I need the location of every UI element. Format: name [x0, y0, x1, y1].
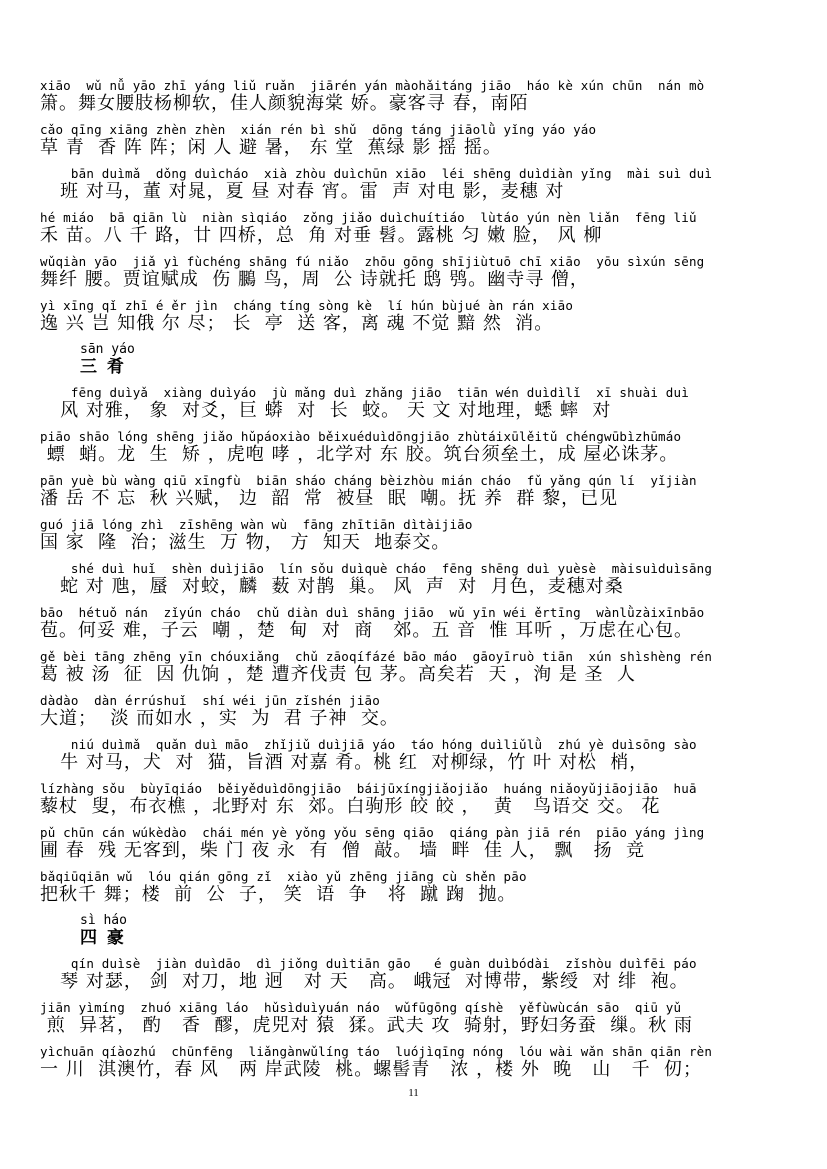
pinyin-line: guó jiā lóng zhì zīshēng wàn wù fāng zhītiān dìtàijiāo — [40, 517, 473, 532]
document-body — [40, 78, 788, 1088]
hanzi-line: 琴 对瑟， 剑 对刀，地 迥 对 天 高。 峨冠 对博带，紫绶 对 绯 袍。 — [40, 971, 689, 992]
section-pinyin: sān yáo — [80, 342, 135, 357]
pinyin-line: pǔ chūn cán wúkèdào chái mén yè yǒng yǒu sēng qiāo qiáng pàn jiā rén piāo yáng jìng — [40, 825, 705, 840]
hanzi-line: 国 家 隆 治；滋生 万 物， 方 知天 地泰交。 — [40, 532, 451, 553]
text-line-pair — [40, 1044, 788, 1082]
pinyin-line: cǎo qīng xiāng zhèn zhèn xián rén bì shǔ dōng táng jiāolǜ yǐng yáo yáo — [40, 122, 597, 137]
pinyin-line: yìchuān qíàozhú chūnfēng liǎngànwǔlíng táo luójìqīng nóng lóu wài wǎn shān qiān rèn — [40, 1044, 713, 1059]
text-line-pair — [40, 605, 788, 643]
text-line-pair — [40, 473, 788, 511]
hanzi-line: 箫。舞女腰肢杨柳软，佳人颜貌海棠 娇。豪客寻 春，南陌 — [40, 93, 529, 114]
hanzi-line: 草 青 香 阵 阵；闲 人 避 暑， 东 堂 蕉绿 影 摇 摇。 — [40, 137, 502, 158]
section-heading — [40, 342, 788, 379]
pinyin-line: piāo shāo lóng shēng jiǎo hǔpáoxiào běixuéduìdōngjiāo zhùtáixūlěitǔ chéngwūbìzhūmáo — [40, 429, 682, 444]
text-line-pair — [40, 122, 788, 160]
hanzi-line: 圃 春 残 无客到，柴 门 夜 永 有 僧 敲。 墙 畔 佳 人， 飘 扬 竞 — [40, 840, 646, 861]
text-line-pair — [40, 737, 788, 775]
hanzi-line: 潘 岳 不 忘 秋 兴赋， 边 韶 常 被昼 眠 嘲。抚 养 群 黎，已见 — [40, 488, 619, 509]
hanzi-line: 牛 对马，犬 对 猫，旨酒 对嘉 肴。桃 红 对柳绿，竹 叶 对松 梢， — [40, 752, 649, 773]
pinyin-line: qín duìsè jiàn duìdāo dì jiǒng duìtiān gāo é guàn duìbódài zǐshòu duìfēi páo — [40, 956, 697, 971]
text-line-pair — [40, 298, 788, 336]
pinyin-line: bāo hétuǒ nán zǐyún cháo chǔ diàn duì shāng jiāo wǔ yīn wéi ěrtīng wànlǜzàixīnbāo — [40, 605, 705, 620]
pinyin-line: fēng duìyǎ xiàng duìyáo jù mǎng duì zhǎng jiāo tiān wén duìdìlǐ xī shuài duì — [40, 385, 689, 400]
hanzi-line: 班 对马，董 对晁，夏 昼 对春 宵。雷 声 对电 影，麦穗 对 — [40, 181, 565, 202]
hanzi-line: 一 川 淇澳竹，春 风 两 岸武陵 桃。螺髻青 浓 ，楼 外 晚 山 千 仞； — [40, 1059, 703, 1080]
text-line-pair — [40, 561, 788, 599]
pinyin-line: niú duìmǎ quǎn duì māo zhǐjiǔ duìjiā yáo táo hóng duìliǔlǜ zhú yè duìsōng sào — [40, 737, 697, 752]
text-line-pair — [40, 385, 788, 423]
pinyin-line: dàdào dàn érrúshuǐ shí wéi jūn zǐshén jiāo — [40, 693, 380, 708]
section-heading — [40, 913, 788, 950]
hanzi-line: 舞纤 腰。贾谊赋成 伤 鵩 鸟，周 公 诗就托 鸱 鸮。幽寺寻 僧， — [40, 269, 589, 290]
text-line-pair — [40, 1000, 788, 1038]
text-line-pair — [40, 517, 788, 555]
hanzi-line: 大道； 淡 而如水 ，实 为 君 子神 交。 — [40, 708, 399, 729]
text-line-pair — [40, 825, 788, 863]
pinyin-line: pān yuè bù wàng qiū xīngfù biān sháo cháng bèizhòu mián cháo fǔ yǎng qún lí yǐjiàn — [40, 473, 697, 488]
text-line-pair — [40, 166, 788, 204]
pinyin-line: shé duì huǐ shèn duìjiāo lín sǒu duìquè cháo fēng shēng duì yuèsè màisuìduìsāng — [40, 561, 713, 576]
pinyin-line: lízhàng sǒu bùyīqiáo běiyěduìdōngjiāo báijūxíngjiǎojiǎo huáng niǎoyǔjiāojiāo huā — [40, 781, 697, 796]
section-title: 四 豪 — [80, 928, 126, 948]
page-number: 11 — [408, 1087, 419, 1099]
text-line-pair — [40, 869, 788, 907]
section-title: 三 肴 — [80, 357, 126, 377]
hanzi-line: 螵 蛸。龙 生 矫 ，虎咆 哮 ，北学对 东 胶。筑台须垒土，成 屋必诛茅。 — [40, 444, 679, 465]
pinyin-line: bān duìmǎ dǒng duìcháo xià zhòu duìchūn xiāo léi shēng duìdiàn yǐng mài suì duì — [40, 166, 713, 181]
text-line-pair — [40, 254, 788, 292]
pinyin-line: yì xīng qǐ zhī é ěr jìn cháng tíng sòng kè lí hún bùjué àn rán xiāo — [40, 298, 574, 313]
pinyin-line: bǎqiūqiān wǔ lóu qián gōng zǐ xiào yǔ zhēng jiāng cù shěn pāo — [40, 869, 527, 884]
pinyin-line: hé miáo bā qiān lù niàn sìqiáo zǒng jiǎo duìchuítiáo lùtáo yún nèn liǎn fēng liǔ — [40, 210, 697, 225]
hanzi-line: 风 对雅， 象 对爻，巨 蟒 对 长 蛟。 天 文 对地理，蟋 蟀 对 — [40, 400, 612, 421]
text-line-pair — [40, 693, 788, 731]
pinyin-line: xiāo wǔ nǚ yāo zhī yáng liǔ ruǎn jiārén yán màohǎitáng jiāo háo kè xún chūn nán mò — [40, 78, 705, 93]
text-line-pair — [40, 649, 788, 687]
section-pinyin: sì háo — [80, 913, 127, 928]
text-line-pair — [40, 78, 788, 116]
text-line-pair — [40, 210, 788, 248]
text-line-pair — [40, 429, 788, 467]
hanzi-line: 逸 兴 岂 知俄 尔 尽； 长 亭 送 客，离 魂 不觉 黯 然 消。 — [40, 313, 554, 334]
hanzi-line: 葛 被 汤 征 因 仇饷 ，楚 遭齐伐责 包 茅。高矣若 天 ，洵 是 圣 人 — [40, 664, 636, 685]
text-line-pair — [40, 956, 788, 994]
hanzi-line: 禾 苗。八 千 路，廿 四桥，总 角 对垂 髫。露桃 匀 嫩 脸， 风 柳 — [40, 225, 603, 246]
hanzi-line: 把秋千 舞；楼 前 公 子， 笑 语 争 将 蹴 踘 抛。 — [40, 884, 517, 905]
pinyin-line: jiān yìmíng zhuó xiāng láo hǔsìduìyuán náo wǔfūgōng qíshè yěfùwùcán sāo qiū yǔ — [40, 1000, 682, 1015]
hanzi-line: 苞。何妥 难，子云 嘲 ，楚 甸 对 商 郊。五 音 惟 耳听 ，万虑在心包。 — [40, 620, 693, 641]
hanzi-line: 煎 异茗， 酌 香 醪，虎兕对 猿 猱。武夫 攻 骑射，野妇务蚕 缫。秋 雨 — [40, 1015, 693, 1036]
pinyin-line: gě bèi tāng zhēng yīn chóuxiǎng chǔ zāoqífázé bāo máo gāoyīruò tiān xún shìshèng rén — [40, 649, 713, 664]
pinyin-line: wǔqiàn yāo jiǎ yì fùchéng shāng fú niǎo zhōu gōng shījiùtuō chī xiāo yōu sìxún sēng — [40, 254, 705, 269]
text-line-pair — [40, 781, 788, 819]
hanzi-line: 藜杖 叟，布衣樵 ，北野对 东 郊。白驹形 皎 皎 ， 黄 鸟语交 交。 花 — [40, 796, 661, 817]
hanzi-line: 蛇 对 虺，蜃 对蛟，麟 薮 对鹊 巢。 风 声 对 月色，麦穗对桑 — [40, 576, 624, 597]
